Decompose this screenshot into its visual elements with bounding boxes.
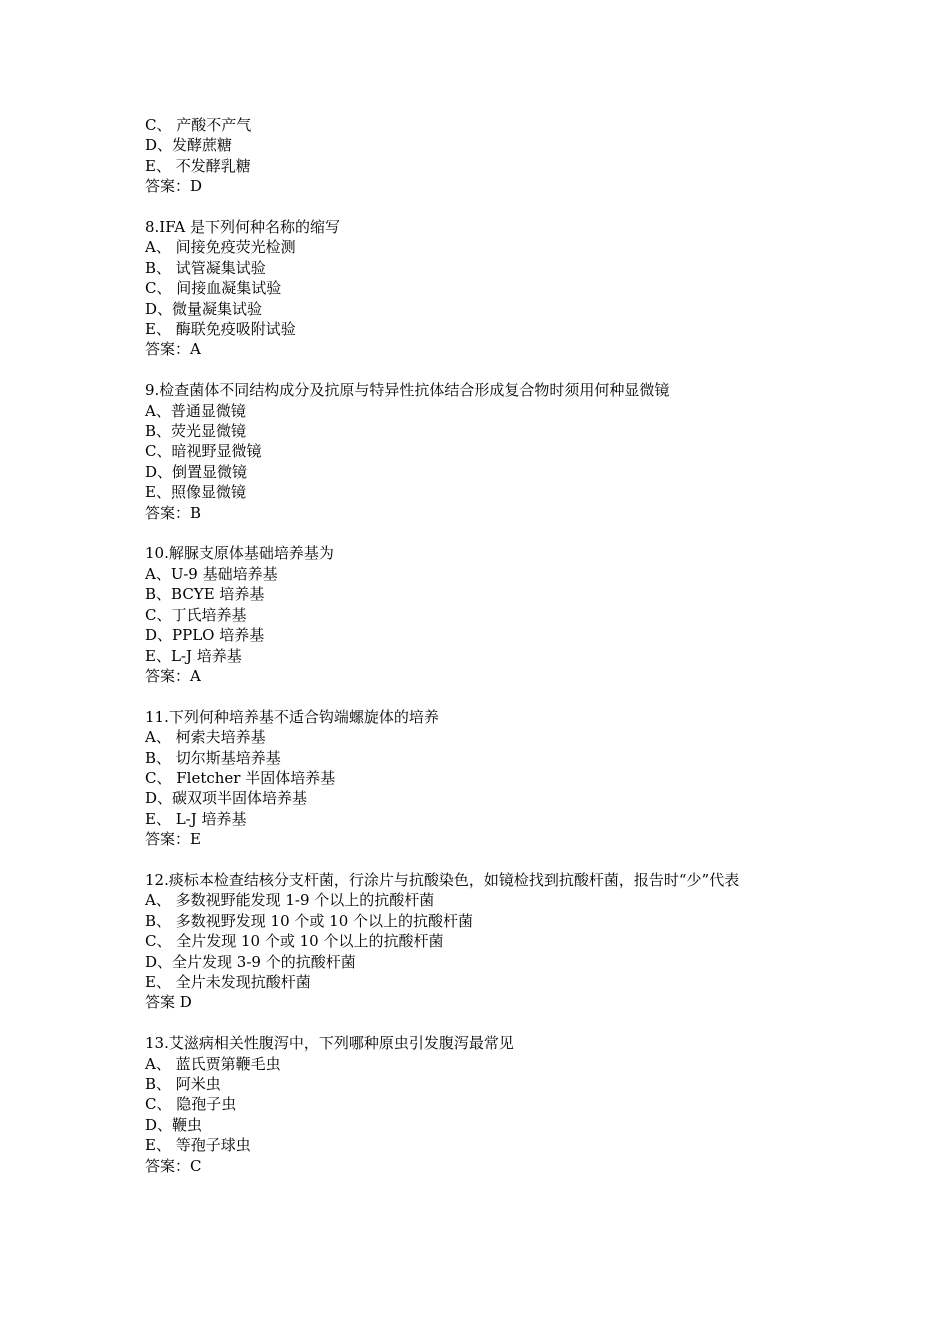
option: E、照像显微镜 (145, 483, 246, 502)
question-fragment (145, 115, 810, 197)
answer: 答案：E (145, 830, 201, 849)
question-8 (145, 217, 810, 360)
option: C、暗视野显微镜 (145, 442, 262, 461)
answer: 答案 D (145, 993, 192, 1012)
option: C、 隐孢子虫 (145, 1095, 237, 1114)
question-stem: 9.检查菌体不同结构成分及抗原与特异性抗体结合形成复合物时须用何种显微镜 (145, 381, 670, 400)
option: E、 不发酵乳糖 (145, 156, 251, 175)
answer: 答案：A (145, 666, 201, 685)
option: E、 酶联免疫吸附试验 (145, 320, 296, 339)
option: D、全片发现 3-9 个的抗酸杆菌 (145, 952, 356, 971)
option: B、 试管凝集试验 (145, 258, 266, 277)
option: E、 等孢子球虫 (145, 1136, 251, 1155)
option: C、 Fletcher 半固体培养基 (145, 768, 336, 787)
document-page (145, 115, 810, 1176)
option: B、 切尔斯基培养基 (145, 748, 281, 767)
answer: 答案：D (145, 177, 203, 196)
answer: 答案：B (145, 503, 202, 522)
question-13 (145, 1033, 810, 1176)
option: A、 柯索夫培养基 (145, 728, 266, 747)
option: A、U-9 基础培养基 (145, 564, 278, 583)
question-9 (145, 380, 810, 523)
question-stem: 8.IFA 是下列何种名称的缩写 (145, 218, 340, 237)
option: C、 间接血凝集试验 (145, 279, 282, 298)
question-12 (145, 870, 810, 1013)
option: C、 产酸不产气 (145, 116, 252, 134)
option: A、 多数视野能发现 1-9 个以上的抗酸杆菌 (145, 891, 435, 910)
option: A、普通显微镜 (145, 401, 246, 420)
option: D、碳双项半固体培养基 (145, 789, 308, 808)
option: C、 全片发现 10 个或 10 个以上的抗酸杆菌 (145, 932, 444, 951)
question-11 (145, 707, 810, 850)
question-stem: 10.解脲支原体基础培养基为 (145, 544, 334, 563)
option: B、 阿米虫 (145, 1075, 221, 1093)
option: D、发酵蔗糖 (145, 136, 233, 155)
answer: 答案：C (145, 1156, 202, 1175)
question-stem: 13.艾滋病相关性腹泻中，下列哪种原虫引发腹泻最常见 (145, 1034, 514, 1053)
option: A、 蓝氏贾第鞭毛虫 (145, 1054, 281, 1073)
option: E、L-J 培养基 (145, 646, 242, 665)
answer: 答案：A (145, 340, 201, 359)
question-stem: 11.下列何种培养基不适合钩端螺旋体的培养 (145, 707, 439, 726)
option: E、 全片未发现抗酸杆菌 (145, 972, 311, 991)
option: D、鞭虫 (145, 1115, 203, 1134)
option: A、 间接免疫荧光检测 (145, 238, 296, 257)
question-10 (145, 543, 810, 686)
option: E、 L-J 培养基 (145, 809, 247, 828)
question-stem: 12.痰标本检查结核分支杆菌，行涂片与抗酸染色，如镜检找到抗酸杆菌，报告时“少”代表 (145, 870, 740, 889)
option: B、荧光显微镜 (145, 422, 247, 441)
option: B、BCYE 培养基 (145, 585, 265, 604)
option: D、微量凝集试验 (145, 299, 263, 318)
option: C、丁氏培养基 (145, 605, 247, 624)
option: D、倒置显微镜 (145, 462, 248, 481)
option: B、 多数视野发现 10 个或 10 个以上的抗酸杆菌 (145, 911, 474, 930)
option: D、PPLO 培养基 (145, 626, 265, 645)
